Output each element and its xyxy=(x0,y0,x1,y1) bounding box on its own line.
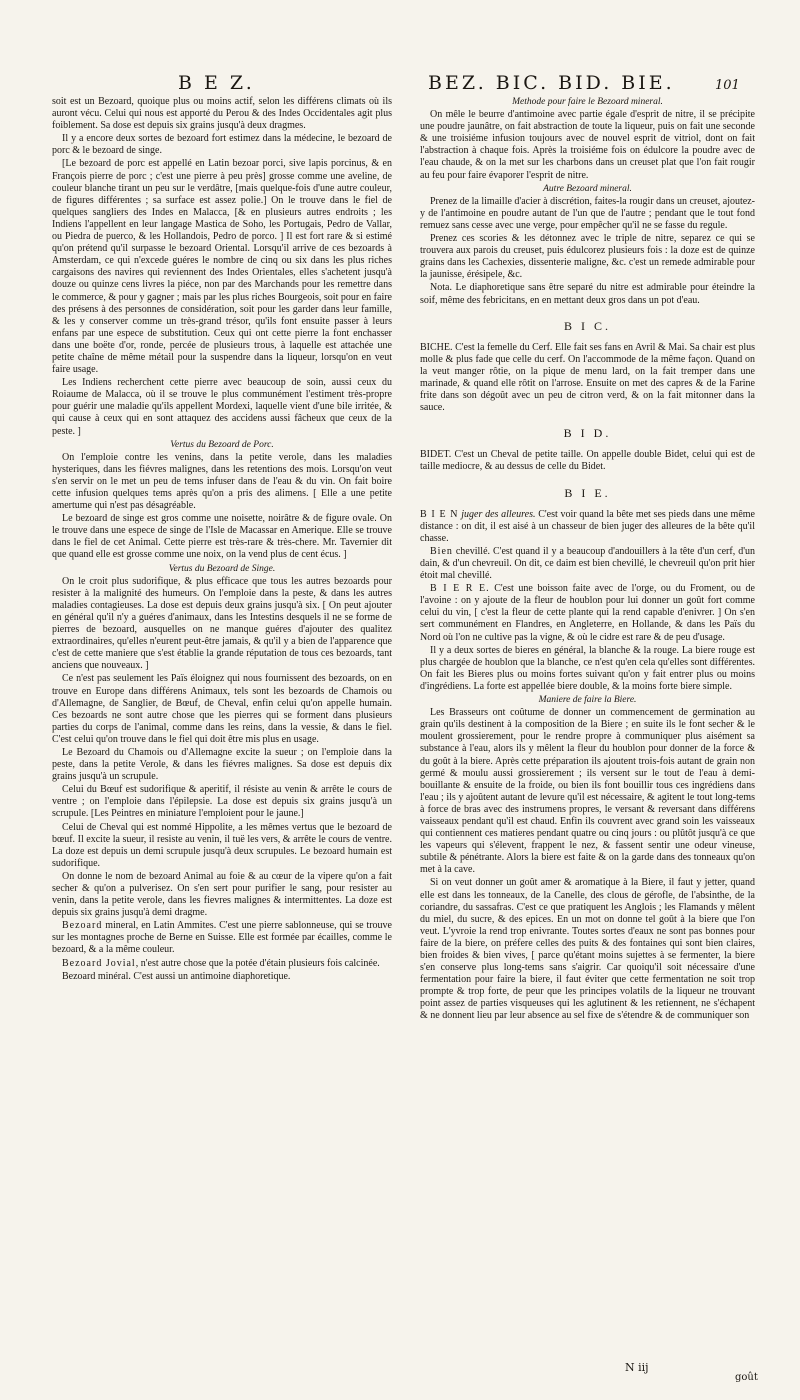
paragraph xyxy=(420,449,755,473)
entry-text: chevillé. C'est quand il y a beaucoup d'andouillers à la tête d'un cerf, d'un dain, & d'un chevreuil. On dit, ce daim est bien chevillé, le chevreuil qu'on prit hier étoit mal chevillé. xyxy=(420,545,755,582)
paragraph: On le croit plus sudorifique, & plus efficace que tous les autres bezoards pour resister à la malignité des humeurs. On l'emploie dans la peste, & dans les autres maladies contagieuses. La dose est depuis deux grains jusqu'à six. [ On peut ajouter en général qu'il n'y a guéres d'animaux, dans les Intestins desquels il ne se forme de pierres de bezoard, ausquelles on ne manque guéres d'ajouter des qualitez extraordinaires, qu'elles n'eurent peut-être jamais, & qu'il y a bien de l'apparence que c'est de cette maniere que s'est établie la grande réputation de tous ces bezoards, tant anciens que nouveaux. ] xyxy=(52,575,392,672)
paragraph xyxy=(420,546,755,582)
paragraph xyxy=(420,583,755,643)
paragraph: soit est un Bezoard, quoique plus ou moins actif, selon les différens climats où ils auront vécu. Celui qui nous est apporté du Perou & des Indes Occidentales agit plus foiblement. Sa dose est depuis six grains jusqu'à deux dragmes. xyxy=(52,96,392,132)
section-heading: B I E. xyxy=(564,485,611,500)
entry-text: , n'est autre chose que la potée d'étain plusieurs fois calcinée. xyxy=(135,957,380,969)
paragraph: Bezoard minéral. C'est aussi un antimoine diaphoretique. xyxy=(62,970,291,982)
paragraph: Il y a deux sortes de bieres en général, la blanche & la rouge. La biere rouge est plus chargée de houblon que la blanche, ce n'est qu'en cela qu'elles sont différentes. On fait les Bieres plus ou moins fortes suivant qu'on y fait entrer plus ou moins d'ingrédiens. La forte est appellée biere double, & la moins forte biere simple. xyxy=(420,644,755,692)
paragraph: Prenez ces scories & les détonnez avec le triple de nitre, separez ce qui se trouvera aux parois du creuset, puis édulcorez plusieurs fois : la doze est de quinze grains dans les Cachexies, dissenterie maligne, &c. c'est un remede admirable pour la jaunisse, érésipele, &c. xyxy=(420,233,755,281)
entry-text: C'est une boisson faite avec de l'orge, ou du Froment, ou de l'avoine : on y ajoute de la fleur de houblon pour lui donner un goût fort comme celui du vin, [ c'est la fleur de cette plante qui la rend capable d'enivrer. ] On s'en sert communément en Flandres, en Angleterre, en Hollande, & dans les Païs du Nord où l'on ne cultive pas la vigne, & où le cidre est rare & de peu d'usage. xyxy=(420,583,755,643)
entry-headword: B I E R E. xyxy=(430,583,490,595)
paragraph: Il y a encore deux sortes de bezoard fort estimez dans la médecine, le bezoard de porc & le bezoard de singe. xyxy=(52,133,392,157)
paragraph: Si on veut donner un goût amer & aromatique à la Biere, il faut y jetter, quand elle est dans les tonneaux, de la Canelle, des clous de gérofle, de l'absinthe, de la coriandre, du sassafras. C'est ce que pratiquent les Anglois ; les Flamands y mêlent du miel, du sucre, & des epices. En un mot on donne tel goût à la biere que l'on veut. L'yvroie la rend trop enivrante. Toutes sortes d'eaux ne sont pas bonnes pour faire de la biere, on préfere celles des puits & des fontaines qui sont bien claires, bien froides & bien vives, [ parce qu'étant moins sujettes à se fermenter, la biere s'en conserve plus long-tems sans s'aigrir. Car quoiqu'il soit nécessaire d'une fermentation pour faire la biere, il faut éviter que cette fermentation ne soit trop prompte & trop forte, de peur que les principes volatils de la liqueur ne trouvant point assez de parties visqueuses qui les aglutinent & les retiennent, ne s'échapent & ne donnent lieu par leur absence au sel fixe de s'étendre & de communiquer son xyxy=(420,877,755,1022)
paragraph: On mêle le beurre d'antimoine avec partie égale d'esprit de nitre, il se précipite une poudre jaunâtre, on fait abstraction de toute la liqueur, puis on fait une seconde & une troisiéme infusion toujours avec de nouvel esprit de vitriol, dont on fait l'abstraction à chaque fois. Après la troisiéme fois on édulcore la poudre avec de l'eau chaude, & on la met sur les charbons dans un creuset plat que l'on fait rougir au feu pour faire évaporer l'esprit de nitre. xyxy=(420,109,755,181)
paragraph xyxy=(420,342,755,415)
paragraph: [Le bezoard de porc est appellé en Latin bezoar porci, sive lapis porcinus, & en François pierre de porc ; c'est une pierre à peu près] grosse comme une aveline, de couleur blanche tirant un peu sur le verdâtre, [mais quelque-fois d'une autre couleur, de figures différentes ; sa surface est assez polie.] On le trouve dans le fiel de quelques sangliers des Indes en Malacca, [& en plusieurs autres endroits ; les Indiens l'appellent en leur langage Mastica de Soho, les Portugais, Pedro de Vallar, ou Piedra de puerco, & les Hollandois, Pedro de porco. ] Il est fort rare & si estimé qu'on prétend qu'il surpasse le bezoard Oriental. Lorsqu'il arrive de ces bezoards à Amsterdam, ce qui n'excede guéres le nombre de cinq ou six dans les plus riches cargaisons des navires qui reviennent des Indes Orientales, elles s'achetent jusqu'à douze ou quinze cens livres la piéce, non par des Marchands pour les remettre dans le commerce, & pour y gagner ; mais par les plus riches Bourgeois, soit pour en faire des présens à des personnes de considération, soit pour les garder dans leur famille, & les y conserver comme un très-grand trésor, qu'ils font ensuite passer à leurs enfans par une espece de substitution. Ceux qui ont cette pierre la font enchasser dans une boëte d'or, ronde, percée de plusieurs trous, à laquelle est attachée une petite chaîne de même métail pour la suspendre dans la liqueur, lorsqu'on en veut faire usage. xyxy=(52,158,392,376)
right-column xyxy=(420,96,755,1024)
section-subtitle: Autre Bezoard mineral. xyxy=(543,183,632,194)
signature-mark: N iij xyxy=(625,1361,649,1374)
entry-text: C'est voir quand la bête met ses pieds dans une même distance : on dit, il est aisé à un chasseur de bien juger des alleures de la bête qu'il chasse. xyxy=(420,508,755,544)
paragraph: Nota. Le diaphoretique sans être separé du nitre est admirable pour éteindre la soif, même des febricitans, en en mettant deux gros dans un pot d'eau. xyxy=(420,282,755,306)
page-number: 101 xyxy=(715,78,740,93)
paragraph: Les Brasseurs ont coûtume de donner un commencement de germination au grain qu'ils destinent à la composition de la Biere ; en suite ils le font secher & le moulent grossierement, pour le rendre propre à communiquer plus aisément sa substance à l'eau, alors ils y mêlent la fleur du houblon pour donner de la force & du goût à la biere. Après cette préparation ils ajoutent trois-fois autant de grain non germé & moulu aussi grossierement ; ils versent sur le tout de l'eau à demi-bouillante & ensuite de la froide, ou bien ils font bouillir tous ces ingrédiens dans l'eau ; ils y ajoûtent autant de levure qu'il est nécessaire, & agitent le tout long-tems à force de bras avec des instrumens propres, le versant & reversant dans différens vaisseaux pendant qu'il est chaud. Enfin ils couvrent avec grand soin les vaisseaux qui contiennent ces matieres pendant quatre ou cinq jours : ou plûtôt jusqu'à ce que les vapeurs qui s'élevent, frappent le nez, & fassent sentir une odeur vineuse, subtile & pénétrante. Alors la biere est faite & on la garde dans des tonneaux qu'on met à la cave. xyxy=(420,707,755,876)
entry-text: C'est un Cheval de petite taille. On appelle double Bidet, celui qui est de taille mediocre, & au dessus de celle du Bidet. xyxy=(420,449,755,473)
entry-headword: B I E N xyxy=(420,508,459,520)
section-heading: B I D. xyxy=(563,426,612,441)
section-subtitle: Vertus du Bezoard de Porc. xyxy=(170,439,274,450)
paragraph xyxy=(52,920,392,956)
entry-headword: BICHE. xyxy=(420,341,453,353)
running-head-right: BEZ. BIC. BID. BIE. xyxy=(428,72,675,94)
section-subtitle: Vertus du Bezoard de Singe. xyxy=(168,563,276,574)
entry-text: mineral, en Latin Ammites. C'est une pierre sablonneuse, qui se trouve sur les montagnes proche de Berne en Suisse. Elle est formée par écailles, comme le bezoard, & a la même couleur. xyxy=(52,920,392,956)
entry-headword: Bezoard Jovial xyxy=(62,957,136,969)
paragraph: Celui du Bœuf est sudorifique & aperitif, il résiste au venin & arrête le cours de ventre ; on l'emploie dans l'épilepsie. La dose est depuis six grains jusqu'à un scrupule. [Les Peintres en miniature l'emploient pour le jaune.] xyxy=(52,784,392,820)
paragraph: Prenez de la limaille d'acier à discrétion, faites-la rougir dans un creuset, ajoutez-y de l'antimoine en poudre autant de l'un que de l'autre ; pendant que le tout fond remuez sans cesse avec une verge, pour empêcher qu'il ne se fasse du regule. xyxy=(420,195,755,231)
paragraph: Les Indiens recherchent cette pierre avec beaucoup de soin, aussi ceux du Roiaume de Malacca, où il se trouve le plus communément l'estiment très-propre pour guérir une maladie qu'ils appellent Mordexi, laquelle vient d'une bile irritée, & qui cause à ceux qui en sont attaquez des accidens aussi fâcheux que ceux de la peste. ] xyxy=(52,377,392,437)
paragraph: Le Bezoard du Chamois ou d'Allemagne excite la sueur ; on l'emploie dans la peste, dans la petite Verole, & dans les fiévres malignes. Sa dose est depuis dix grains jusqu'à un scrupule. xyxy=(52,746,392,783)
section-subtitle: Maniere de faire la Biere. xyxy=(538,695,637,706)
paragraph xyxy=(420,509,755,545)
left-column xyxy=(52,96,392,984)
paragraph: Ce n'est pas seulement les Païs éloignez qui nous fournissent des bezoards, on en trouve en Europe dans différens Animaux, tels sont les bezoards de Chamois ou d'Allemagne, de Sanglier, de Bœuf, de Cheval, enfin celui qu'on appelle humain. Ces bezoards ne sont autre chose que les pierres qui se forment dans plusieurs parties du corps de l'animal, comme dans les reins, dans la vessie, & dans le fiel. C'est celui qu'on trouve dans le fiel qui doit être mis plus en usage. xyxy=(52,673,392,745)
entry-text: C'est la femelle du Cerf. Elle fait ses fans en Avril & Mai. Sa chair est plus molle & plus fade que celle du cerf. On l'accommode de la même façon. Quand on la veut manger rôtie, on la pique de menu lard, on la fait tremper dans une marinade, & quand elle rôtit on l'arrose. Ensuite on met des capres & de la Farine frite dans son dégoût avec un peu de citron verd, & on la fait mitonner dans la sauce. xyxy=(420,341,755,414)
entry-subhead: juger des alleures. xyxy=(458,508,536,520)
running-head-left: B E Z. xyxy=(178,72,255,94)
paragraph: On l'emploie contre les venins, dans la petite verole, dans les maladies hysteriques, dans les fiévres malignes, dans les retentions des mois. Lorsqu'on veut s'en servir on le met un peu de tems infuser dans de l'eau & du vin. On fait boire cette infusion quelques tems après qu'on a pris des alimens. [ Elle a une petite amertume qui n'est pas désagréable. xyxy=(52,451,392,512)
paragraph: Le bezoard de singe est gros comme une noisette, noirâtre & de figure ovale. On le trouve dans une espece de singe de l'Isle de Macassar en Amerique. Elle se trouve dans le fiel de cet Animal. Cette pierre est très-rare & très-chere. Mr. Tavernier dit que quand elle est grosse comme une noix, on la vend plus de cent écus. ] xyxy=(52,513,392,561)
section-subtitle: Methode pour faire le Bezoard mineral. xyxy=(512,97,663,107)
entry-headword: Bezoard xyxy=(62,920,103,932)
paragraph xyxy=(52,958,392,970)
catchword: goût xyxy=(735,1372,758,1383)
entry-headword: Bien xyxy=(430,545,453,557)
paragraph: On donne le nom de bezoard Animal au foie & au cœur de la vipere qu'on a fait secher & qu'on a pulverisez. On s'en sert pour purifier le sang, pour resister au venin, dans la petite verole, dans les fievres malignes & intermittentes. La doze est depuis six grains jusqu'à demi dragme. xyxy=(52,870,392,919)
paragraph: Celui de Cheval qui est nommé Hippolite, a les mêmes vertus que le bezoard de bœuf. Il excite la sueur, il resiste au venin, il tuë les vers, & arrête le cours de ventre. La doze est depuis un demi scrupule jusqu'à deux scrupules. Le bezoard humain est sudorifique. xyxy=(52,821,392,869)
section-heading: B I C. xyxy=(563,318,611,333)
entry-headword: BIDET. xyxy=(420,449,452,461)
